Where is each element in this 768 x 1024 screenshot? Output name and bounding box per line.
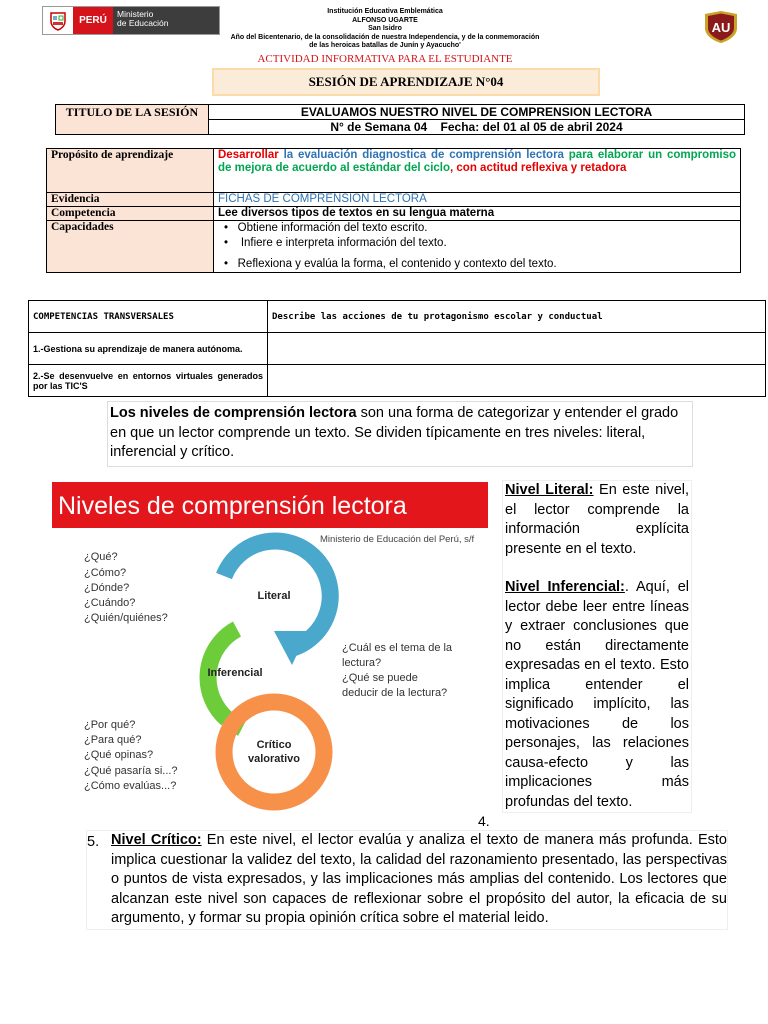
au-logo-text: AU xyxy=(711,20,731,35)
question: ¿Para qué? xyxy=(84,734,142,746)
inferencial-title: Nivel Inferencial: xyxy=(505,579,625,595)
proposito-part-4: , con actitud reflexiva y retadora xyxy=(450,162,627,174)
session-name: EVALUAMOS NUESTRO NIVEL DE COMPRENSION LECTORA xyxy=(209,105,745,120)
title-table xyxy=(55,104,745,135)
evidencia-text: FICHAS DE COMPRENSION LECTORA xyxy=(214,193,741,207)
proposito-part-1: Desarrollar xyxy=(218,149,279,161)
question: ¿Qué? xyxy=(84,551,118,563)
inferencial-questions xyxy=(342,642,453,699)
proposito-part-2: la evaluación diagnostica de comprensión lectora xyxy=(283,149,564,161)
year-line-2: de las heroicas batallas de Junín y Ayacucho' xyxy=(309,42,461,49)
capacidad-1: Obtiene información del texto escrito. xyxy=(237,222,428,234)
au-logo-icon xyxy=(702,10,740,44)
capacidad-3: Reflexiona y evalúa la forma, el contenido y contexto del texto. xyxy=(237,258,557,270)
critico-title: Nivel Crítico: xyxy=(111,832,202,848)
peru-shield-icon xyxy=(43,7,73,34)
inferencial-text: . Aquí, el lector debe leer entre líneas y extraer conclusiones que no están directamente expresadas en el texto. Esto implica entender el significado implícito, las motivaciones de los personajes, las relaciones causa-efecto y las implicaciones más profundas del texto. xyxy=(505,579,689,810)
question: ¿Qué pasaría si...? xyxy=(84,765,178,777)
reading-levels-infographic xyxy=(52,481,492,816)
info-table xyxy=(46,148,741,273)
transversal-row-1-answer[interactable] xyxy=(268,333,766,365)
critico-label-1: Crítico xyxy=(256,739,292,751)
session-title: SESIÓN DE APRENDIZAJE N°04 xyxy=(212,68,600,96)
list-item: • Reflexiona y evalúa la forma, el contenido y contexto del texto. xyxy=(224,258,557,270)
literal-questions xyxy=(84,551,168,624)
list-number-4: 4. xyxy=(478,813,490,829)
capacidades-label: Capacidades xyxy=(47,221,214,273)
school-name: ALFONSO UGARTE xyxy=(352,16,418,24)
transversal-row-1: 1.-Gestiona su aprendizaje de manera autónoma. xyxy=(29,333,268,365)
list-item: • Infiere e interpreta información del texto. xyxy=(224,237,447,249)
question: ¿Quién/quiénes? xyxy=(84,612,168,624)
question: ¿Qué se puede xyxy=(342,672,418,684)
transversal-header-left: COMPETENCIAS TRANSVERSALES xyxy=(29,301,268,333)
competencia-text: Lee diversos tipos de textos en su lengua materna xyxy=(214,207,741,221)
question: ¿Por qué? xyxy=(84,719,136,731)
critico-paragraph xyxy=(86,830,728,930)
session-week-date xyxy=(209,120,745,135)
question: deducir de la lectura? xyxy=(342,687,448,699)
literal-label: Literal xyxy=(257,590,291,602)
critico-description xyxy=(111,831,727,929)
ministry-logo xyxy=(42,6,220,35)
institution-name: Institución Educativa Emblemática xyxy=(327,8,443,15)
question: ¿Qué opinas? xyxy=(84,749,154,761)
critico-text: En este nivel, el lector evalúa y analiza el texto de manera más profunda. Esto implica cuestionar la validez del texto, la calidad del razonamiento presentado, las perspectivas o puntos de vista expresados, y las implicaciones más amplias del contenido. Los lectores que alcanzan este nivel son capaces de reflexionar sobre el propósito del autor, la eficacia de su argumento, y formar su propia opinión crítica sobre el material leido. xyxy=(111,832,727,926)
transversal-row-2: 2.-Se desenvuelve en entornos virtuales generados por las TIC'S xyxy=(29,365,268,397)
inferencial-description xyxy=(505,578,689,812)
literal-text: En este nivel, el lector comprende la información explícita presente en el texto. xyxy=(505,482,690,557)
date-range: Fecha: del 01 al 05 de abril 2024 xyxy=(440,120,623,134)
literal-description xyxy=(505,481,689,559)
intro-bold: Los niveles de comprensión lectora xyxy=(110,405,357,421)
proposito-text xyxy=(214,149,741,193)
infographic-banner-text: Niveles de comprensión lectora xyxy=(58,492,407,520)
evidencia-label: Evidencia xyxy=(47,193,214,207)
district-name: San Isidro xyxy=(368,25,402,32)
question: ¿Cómo evalúas...? xyxy=(84,780,177,792)
title-label: TITULO DE LA SESIÓN xyxy=(56,105,209,135)
activity-title: ACTIVIDAD INFORMATIVA PARA EL ESTUDIANTE xyxy=(257,53,513,65)
question: ¿Dónde? xyxy=(84,582,130,594)
critico-circle xyxy=(224,702,324,802)
critico-label-2: valorativo xyxy=(248,753,300,765)
logo-ministry-line2: de Educación xyxy=(117,18,169,28)
critico-questions xyxy=(84,719,178,792)
logo-country: PERÚ xyxy=(73,7,113,34)
question: ¿Cuándo? xyxy=(84,597,136,609)
question: ¿Cómo? xyxy=(84,567,127,579)
year-line-1: Año del Bicentenario, de la consolidación de nuestra Independencia, y de la conmemoración xyxy=(230,33,540,41)
logo-ministry-line1: Ministerio xyxy=(117,9,154,19)
levels-description xyxy=(502,480,692,813)
list-item: • Obtiene información del texto escrito. xyxy=(224,222,428,234)
list-number-5: 5. xyxy=(87,834,100,850)
literal-title: Nivel Literal: xyxy=(505,482,594,498)
question: lectura? xyxy=(342,657,382,669)
capacidad-2: Infiere e interpreta información del texto. xyxy=(237,237,447,249)
transversal-row-2-answer[interactable] xyxy=(268,365,766,397)
transversal-table xyxy=(28,300,766,397)
competencia-label: Competencia xyxy=(47,207,214,221)
proposito-label: Propósito de aprendizaje xyxy=(47,149,214,193)
proposito-part-3: para elaborar un compromiso de mejora de acuerdo al estándar del ciclo xyxy=(218,149,736,174)
capacidades-list xyxy=(214,221,741,273)
question: ¿Cuál es el tema de la xyxy=(342,642,453,654)
intro-paragraph xyxy=(107,401,693,467)
school-header xyxy=(200,8,570,51)
intro-text: son una forma de categorizar y entender el grado en que un lector comprende un texto. Se dividen típicamente en tres niveles: literal, inferencial y crítico. xyxy=(110,405,679,460)
inferencial-label: Inferencial xyxy=(207,667,263,679)
infographic-source: Ministerio de Educación del Perú, s/f xyxy=(320,534,475,545)
transversal-header-right: Describe las acciones de tu protagonismo escolar y conductual xyxy=(268,301,766,333)
week-number: N° de Semana 04 xyxy=(330,120,428,134)
